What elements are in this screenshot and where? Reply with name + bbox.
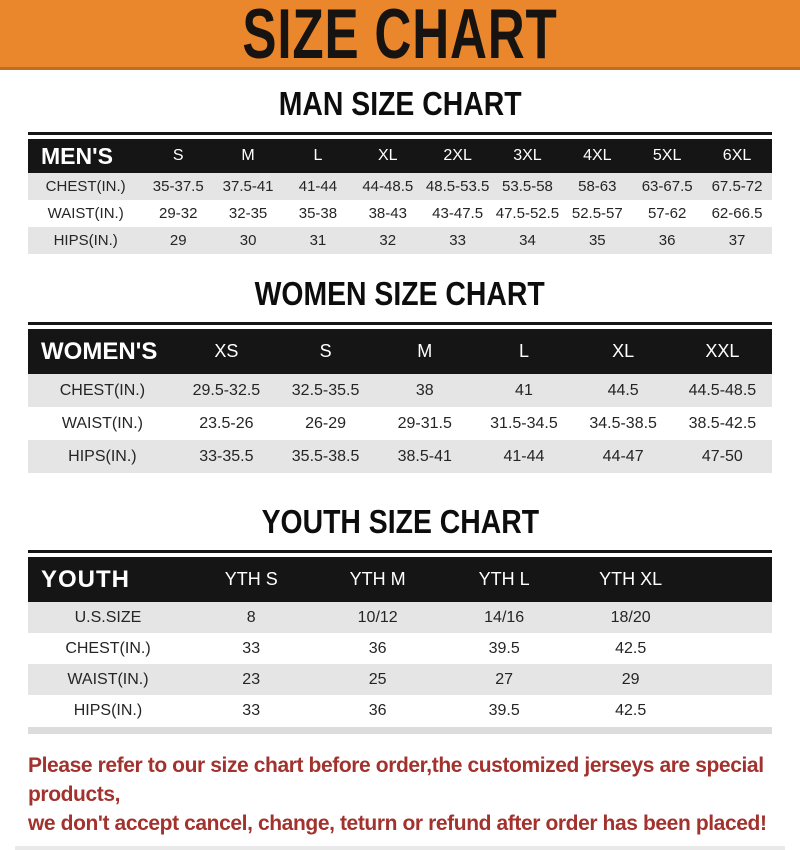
cell: 35 [588, 232, 606, 249]
youth-table-footer-bar [28, 727, 772, 734]
cell: 63-67.5 [641, 178, 693, 195]
column-header: M [241, 147, 255, 164]
table-row [28, 440, 772, 473]
cell: 38.5-41 [397, 447, 452, 465]
column-header: 4XL [583, 147, 612, 164]
cell: 52.5-57 [571, 205, 623, 222]
cell: 29-32 [159, 205, 198, 222]
column-header: XL [612, 341, 635, 361]
banner-title: SIZE CHART [242, 0, 558, 74]
cell: 53.5-58 [502, 178, 553, 195]
size-chart-banner [0, 0, 800, 74]
cell: 39.5 [488, 639, 520, 657]
row-label: CHEST(IN.) [45, 178, 126, 195]
column-header: 2XL [443, 147, 472, 164]
spacer-cell [694, 664, 772, 695]
cell: 29 [621, 670, 640, 688]
table-top-rule [28, 550, 772, 553]
youth-size-table [28, 557, 772, 726]
column-header: L [518, 341, 529, 361]
spacer-cell [694, 633, 772, 664]
column-header: M [417, 341, 433, 361]
youth-section-title-text: YOUTH SIZE CHART [261, 503, 539, 540]
cell: 29-31.5 [397, 414, 452, 432]
disclaimer-line-1: Please refer to our size chart before order,the customized jerseys are special products, [28, 754, 764, 806]
cell: 32 [379, 232, 397, 249]
row-label: HIPS(IN.) [53, 232, 118, 249]
cell: 41-44 [503, 447, 545, 465]
table-top-rule [28, 322, 772, 325]
cell: 42.5 [615, 639, 647, 657]
cell: 57-62 [647, 205, 687, 222]
row-label: WAIST(IN.) [61, 414, 143, 432]
column-header: XL [377, 147, 398, 164]
table-header-row [28, 329, 772, 374]
cell: 47.5-52.5 [495, 205, 560, 222]
table-row [28, 173, 772, 200]
column-header: 5XL [652, 147, 682, 164]
women-section-title-text: WOMEN SIZE CHART [254, 275, 546, 312]
cell: 41-44 [298, 178, 338, 195]
cell: 47-50 [701, 447, 743, 465]
cell: 36 [658, 232, 676, 249]
cell: 41 [515, 381, 533, 399]
cell: 31.5-34.5 [490, 414, 558, 432]
youth-section-title [0, 503, 800, 541]
table-row [28, 407, 772, 440]
table-row [28, 374, 772, 407]
cell: 34 [519, 232, 536, 249]
cell: 39.5 [488, 701, 520, 719]
cell: 10/12 [357, 608, 398, 626]
cell: 23.5-26 [199, 414, 254, 432]
cell: 31 [309, 232, 327, 249]
row-label: WAIST(IN.) [47, 205, 124, 222]
column-header: XXL [705, 341, 740, 361]
mens-size-table [28, 139, 772, 254]
column-header: L [313, 147, 323, 164]
cell: 30 [239, 232, 257, 249]
cell: 67.5-72 [711, 178, 763, 195]
cell: 25 [368, 670, 387, 688]
cell: 48.5-53.5 [425, 178, 490, 195]
column-header: S [172, 147, 184, 164]
table-row [28, 602, 772, 633]
column-header: 3XL [513, 147, 542, 164]
spacer-cell [694, 602, 772, 633]
cell: 44-47 [602, 447, 644, 465]
cell: 29.5-32.5 [192, 381, 261, 399]
bottom-edge-strip [15, 846, 785, 850]
cell: 44.5-48.5 [688, 381, 757, 399]
column-header: 6XL [722, 147, 752, 164]
column-header: S [319, 341, 332, 361]
cell: 37 [728, 232, 746, 249]
row-label: WAIST(IN.) [67, 670, 149, 688]
column-header: YTH S [224, 569, 278, 589]
cell: 58-63 [578, 178, 617, 195]
row-label: CHEST(IN.) [59, 381, 146, 399]
table-row [28, 227, 772, 254]
cell: 36 [368, 639, 387, 657]
table-row [28, 664, 772, 695]
cell: 35-37.5 [152, 178, 204, 195]
spacer-cell [694, 695, 772, 726]
cell: 23 [242, 670, 261, 688]
cell: 44.5 [607, 381, 639, 399]
table-group-label: YOUTH [41, 565, 130, 593]
column-header: XS [214, 341, 239, 361]
table-header-row [28, 139, 772, 173]
cell: 38 [415, 381, 434, 399]
cell: 29 [169, 232, 187, 249]
cell: 33 [242, 701, 261, 719]
column-header: YTH M [349, 569, 406, 589]
women-section-title [0, 275, 800, 313]
men-section-title-text: MAN SIZE CHART [278, 85, 522, 122]
cell: 42.5 [615, 701, 647, 719]
table-group-label: MEN'S [41, 142, 113, 169]
spacer-cell [694, 557, 772, 602]
table-row [28, 633, 772, 664]
disclaimer [28, 751, 800, 838]
column-header: YTH L [478, 569, 530, 589]
cell: 14/16 [484, 608, 525, 626]
table-top-rule [28, 132, 772, 135]
cell: 37.5-41 [222, 178, 274, 195]
cell: 18/20 [610, 608, 651, 626]
cell: 33 [242, 639, 261, 657]
cell: 32.5-35.5 [291, 381, 360, 399]
table-row [28, 200, 772, 227]
table-row [28, 695, 772, 726]
cell: 35.5-38.5 [291, 447, 360, 465]
cell: 33-35.5 [199, 447, 254, 465]
cell: 62-66.5 [711, 205, 763, 222]
cell: 35-38 [298, 205, 338, 222]
womens-size-table [28, 329, 772, 473]
men-section-title [0, 85, 800, 123]
row-label: HIPS(IN.) [73, 701, 143, 719]
cell: 32-35 [228, 205, 268, 222]
cell: 34.5-38.5 [589, 414, 657, 432]
row-label: CHEST(IN.) [65, 639, 151, 657]
table-group-label: WOMEN'S [41, 337, 158, 365]
cell: 27 [495, 670, 514, 688]
cell: 26-29 [305, 414, 347, 432]
cell: 38.5-42.5 [688, 414, 757, 432]
cell: 33 [449, 232, 466, 249]
disclaimer-line-2: we don't accept cancel, change, teturn or refund after order has been placed! [28, 812, 767, 835]
row-label: HIPS(IN.) [68, 447, 137, 465]
table-header-row [28, 557, 772, 602]
cell: 36 [368, 701, 387, 719]
row-label: U.S.SIZE [74, 608, 142, 626]
column-header: YTH XL [599, 569, 663, 589]
cell: 43-47.5 [432, 205, 484, 222]
cell: 8 [246, 608, 256, 626]
cell: 44-48.5 [362, 178, 414, 195]
cell: 38-43 [368, 205, 407, 222]
